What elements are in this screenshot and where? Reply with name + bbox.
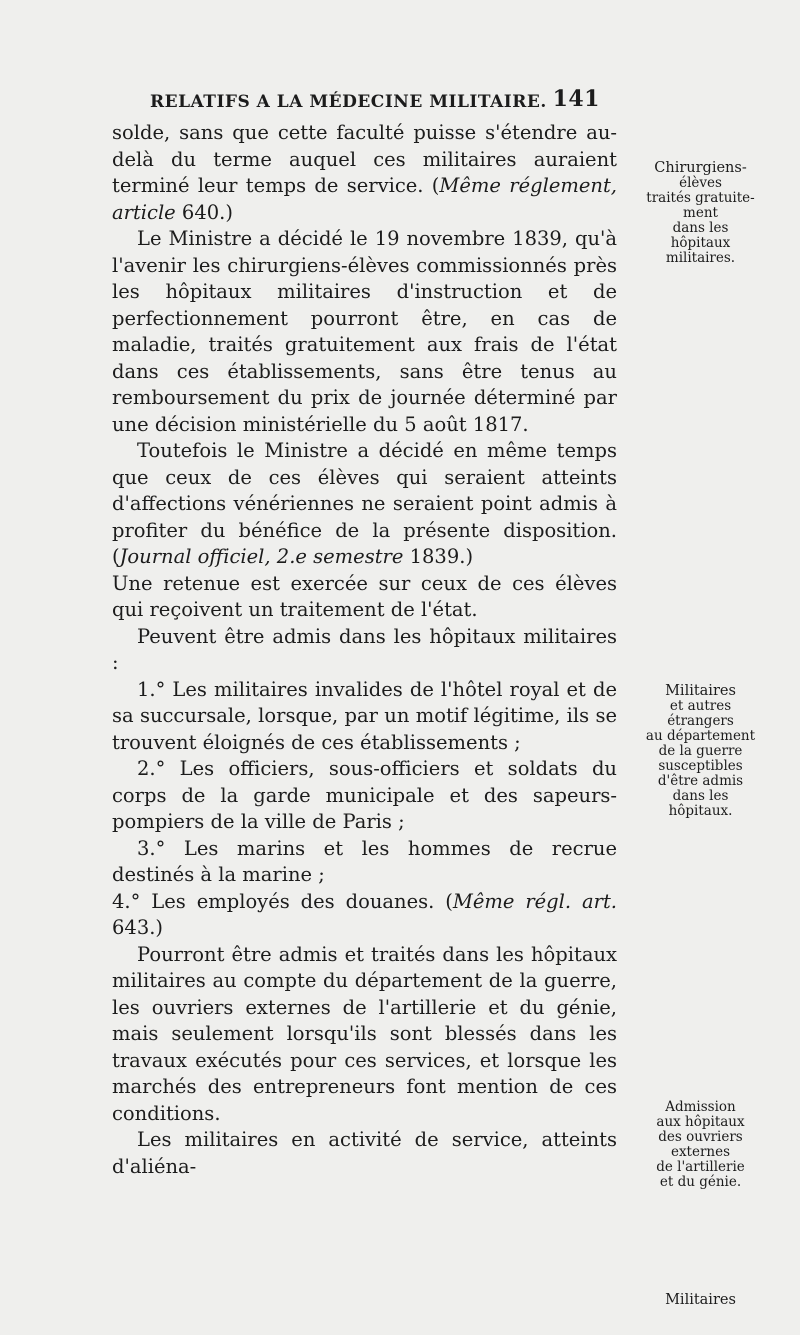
list-item: 2.° Les officiers, sous-officiers et soldats du corps de la garde municipale et des sapeurs-pompiers de la ville de Paris ;: [112, 757, 617, 833]
paragraph: Peuvent être admis dans les hôpitaux militaires :: [112, 624, 617, 674]
paragraph: Les militaires en activité de service, atteints d'aliéna-: [112, 1128, 617, 1178]
margin-note: Admission aux hôpitaux des ouvriers externes de l'artillerie et du génie.: [656, 1099, 745, 1190]
list-item: 1.° Les militaires invalides de l'hôtel royal et de sa succursale, lorsque, par un motif légitime, ils se trouvent éloignés de ces établissements ;: [112, 677, 617, 754]
paragraph: solde, sans que cette faculté puisse s'étendre au-delà du terme auquel ces militaires auraient terminé leur temps de service. (Même réglement, article 640.): [112, 121, 617, 224]
paragraph: Le Ministre a décidé le 19 novembre 1839, qu'à l'avenir les chirurgiens-élèves commissionnés près les hôpitaux militaires d'instruction et de perfectionnement pourront être, en cas de maladie, traités gratuitement aux frais de l'état dans ces établissements, sans être tenus au remboursement du prix de journée déterminé par une décision ministérielle du 5 août 1817.: [112, 227, 617, 436]
running-header: [150, 86, 600, 112]
paragraph: Toutefois le Ministre a décidé en même temps que ceux de ces élèves qui seraient atteints d'affections vénériennes ne seraient point admis à profiter du bénéfice de la présente disposition. (Journal officiel, 2.e semestre 1839.): [112, 439, 617, 568]
page-number: 141: [552, 86, 600, 112]
main-text: [112, 120, 617, 1180]
paragraph: Une retenue est exercée sur ceux de ces élèves qui reçoivent un traitement de l'état.: [112, 571, 617, 621]
header-title: RELATIFS A LA MÉDECINE MILITAIRE.: [150, 92, 547, 112]
margin-note: Chirurgiens- élèves traités gratuite- ment dans les hôpitaux militaires.: [646, 160, 755, 266]
list-item: 4.° Les employés des douanes. (Même régl. art. 643.): [112, 889, 617, 939]
margin-note: Militaires et autres étrangers au département de la guerre susceptibles d'être admis dans les hôpitaux.: [645, 683, 756, 819]
list-item: 3.° Les marins et les hommes de recrue destinés à la marine ;: [112, 836, 617, 886]
paragraph: Pourront être admis et traités dans les hôpitaux militaires au compte du département de la guerre, les ouvriers externes de l'artillerie et du génie, mais seulement lorsqu'ils sont blessés dans les travaux exécutés pour ces services, et lorsque les marchés des entrepreneurs font mention de ces conditions.: [112, 942, 617, 1125]
margin-note: Militaires: [665, 1292, 736, 1308]
